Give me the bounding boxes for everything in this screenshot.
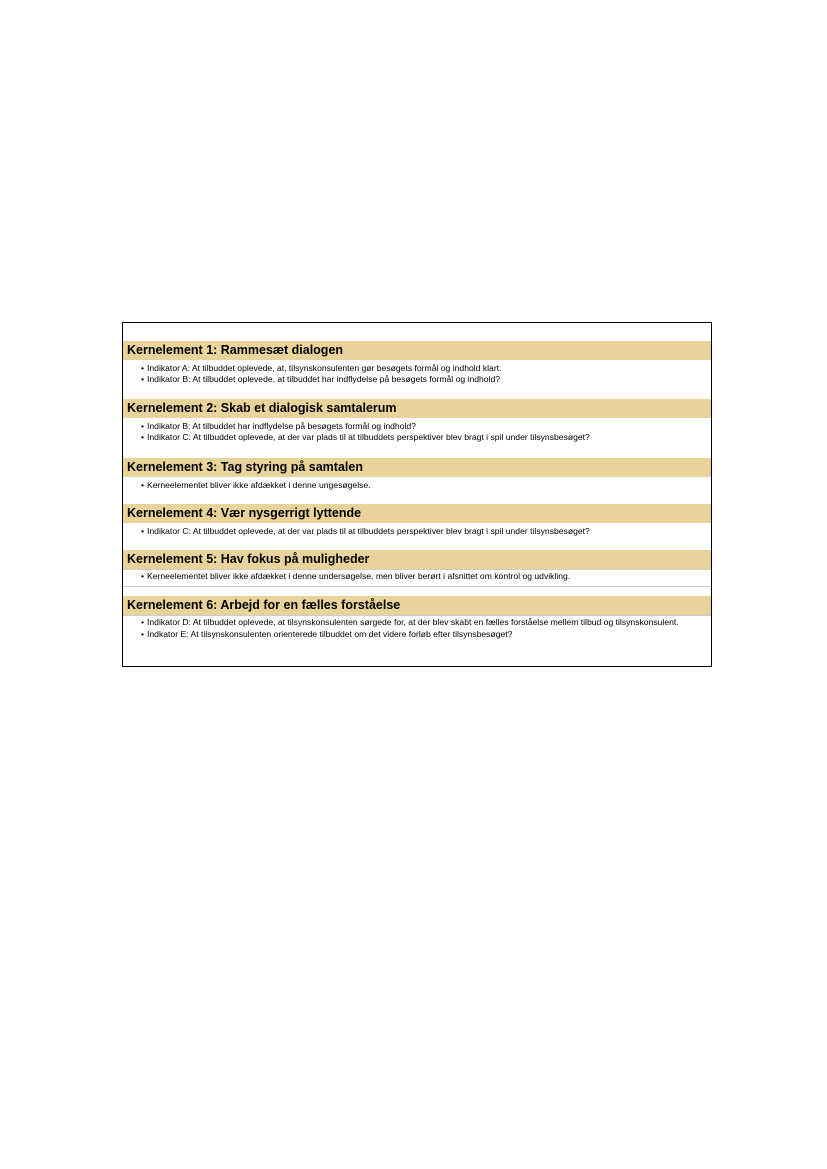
section-kernelement-3 [123, 458, 711, 491]
list-item: • Indkator E: At tilsynskonsulenten orienterede tilbuddet om det videre forløb efter tilsynsbesøget? [141, 629, 711, 640]
section-title: Kernelement 6: Arbejd for en fælles forståelse [123, 596, 711, 615]
section-title: Kernelement 5: Hav fokus på muligheder [123, 550, 711, 569]
section-kernelement-6 [123, 596, 711, 639]
list-item: • Indikator B: At tilbuddet har indflydelse på besøgets formål og indhold? [141, 421, 711, 432]
section-kernelement-5 [123, 550, 711, 587]
section-title: Kernelement 1: Rammesæt dialogen [123, 341, 711, 360]
list-item: • Kerneelementet bliver ikke afdækket i denne undersøgelse, men bliver berørt i afsnittet om kontrol og udvikling. [141, 571, 711, 582]
list-item: • Indikator C: At tilbuddet oplevede, at der var plads til at tilbuddets perspektiver blev bragt i spil under tilsynsbesøget? [141, 526, 711, 537]
section-title: Kernelement 3: Tag styring på samtalen [123, 458, 711, 477]
indicator-list [123, 570, 711, 582]
indicator-list [123, 477, 711, 491]
section-kernelement-2 [123, 399, 711, 442]
indicator-list [123, 360, 711, 384]
indicator-list [123, 523, 711, 537]
indicator-list [123, 418, 711, 442]
list-item: • Indikator C: At tilbuddet oplevede, at der var plads til at tilbuddets perspektiver blev bragt i spil under tilsynsbesøget? [141, 432, 711, 443]
indicator-list [123, 616, 711, 639]
divider [123, 586, 711, 587]
section-title: Kernelement 4: Vær nysgerrigt lyttende [123, 504, 711, 523]
list-item: • Indikator D: At tilbuddet oplevede, at tilsynskonsulenten sørgede for, at der blev skabt en fælles forståelse mellem tilbud og tilsynskonsulent. [141, 617, 711, 628]
section-kernelement-4 [123, 504, 711, 537]
core-elements-figure [122, 322, 712, 667]
section-kernelement-1 [123, 341, 711, 384]
list-item: • Indikator B: At tilbuddet oplevede, at tilbuddet har indflydelse på besøgets formål og indhold? [141, 374, 711, 385]
section-title: Kernelement 2: Skab et dialogisk samtalerum [123, 399, 711, 418]
list-item: • Kerneelementet bliver ikke afdækket i denne ungesøgelse. [141, 480, 711, 491]
list-item: • Indikator A: At tilbuddet oplevede, at, tilsynskonsulenten gør besøgets formål og indhold klart. [141, 363, 711, 374]
